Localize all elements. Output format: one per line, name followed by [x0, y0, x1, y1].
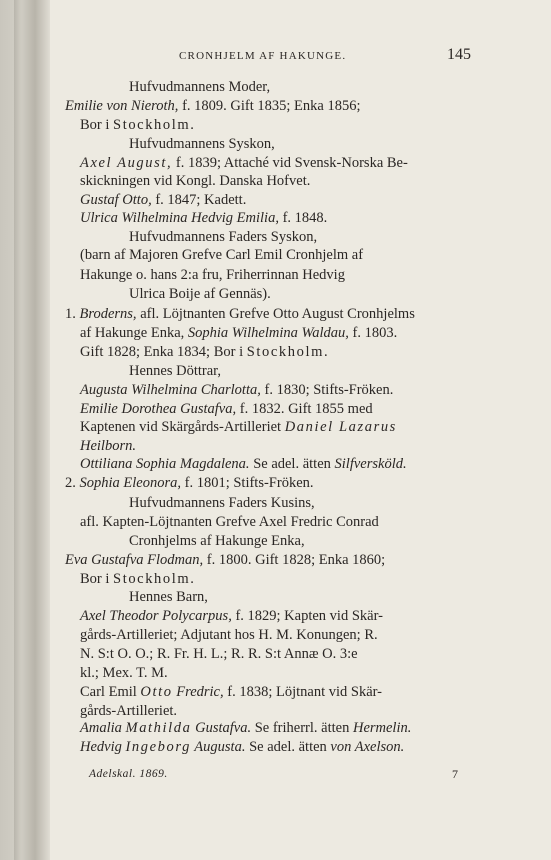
text-segment: f. 1839; Attaché vid Svensk-Norska Be-: [172, 155, 408, 171]
text-segment: Mathilda: [125, 720, 192, 736]
text-line: [80, 455, 407, 474]
text-segment: f. 1830; Stifts-Fröken.: [260, 382, 394, 398]
text-line: [129, 588, 208, 607]
page-number: 145: [447, 46, 471, 63]
text-line: [80, 324, 397, 343]
text-segment: Cronhjelms af Hakunge Enka,: [129, 533, 305, 549]
text-segment: Se adel. ätten: [245, 739, 331, 755]
text-segment: Fredric,: [172, 684, 224, 700]
text-segment: Amalia: [80, 720, 126, 736]
text-segment: f. 1800. Gift 1828; Enka 1860;: [203, 552, 386, 568]
text-segment: afl. Kapten-Löjtnanten Grefve Axel Fredric Conrad: [80, 514, 379, 530]
text-segment: Silfversköld.: [334, 456, 407, 472]
text-line: [129, 362, 221, 381]
text-line: [80, 116, 196, 135]
text-segment: gårds-Artilleriet.: [80, 703, 178, 719]
book-spine: [0, 0, 50, 860]
text-segment: 2.: [65, 475, 80, 491]
text-line: [65, 305, 415, 324]
text-line: [129, 532, 305, 551]
text-segment: 1.: [65, 306, 80, 322]
text-segment: Hufvudmannens Moder,: [129, 79, 271, 95]
text-segment: Bor i: [80, 117, 114, 133]
spine-shadow: [14, 0, 22, 860]
text-segment: Hedvig: [80, 739, 126, 755]
text-line: [129, 494, 315, 513]
text-line: [80, 570, 196, 589]
text-segment: f. 1847; Kadett.: [151, 192, 247, 208]
text-segment: Hufvudmannens Faders Syskon,: [129, 229, 318, 245]
text-segment: Stockholm.: [113, 117, 196, 133]
text-line: [65, 551, 385, 570]
text-line: [80, 400, 373, 419]
text-line: [80, 738, 404, 757]
text-line: [80, 246, 363, 265]
text-segment: Augusta Wilhelmina Charlotta,: [80, 382, 261, 398]
text-line: [80, 664, 168, 683]
text-line: [80, 719, 411, 738]
page-header: [50, 46, 551, 68]
text-segment: Gift 1828; Enka 1834; Bor i: [80, 344, 247, 360]
text-segment: Axel August,: [80, 155, 173, 171]
text-segment: gårds-Artilleriet; Adjutant hos H. M. Konungen; R.: [80, 627, 378, 643]
text-line: [80, 418, 397, 437]
text-line: [80, 209, 327, 228]
text-segment: f. 1829; Kapten vid Skär-: [231, 608, 383, 624]
text-line: [129, 78, 270, 97]
text-segment: skickningen vid Kongl. Danska Hofvet.: [80, 173, 311, 189]
text-line: [129, 285, 271, 304]
text-segment: Emilie Dorothea Gustafva,: [80, 401, 237, 417]
text-line: [80, 437, 136, 456]
text-line: [80, 683, 382, 702]
text-segment: Carl Emil: [80, 684, 141, 700]
text-segment: f. 1848.: [278, 210, 328, 226]
text-line: [80, 266, 345, 285]
footer-sheet-number: 7: [452, 767, 458, 781]
text-segment: Kaptenen vid Skärgårds-Artilleriet: [80, 419, 285, 435]
text-segment: f. 1832. Gift 1855 med: [236, 401, 373, 417]
text-segment: Ulrica Wilhelmina Hedvig Emilia,: [80, 210, 279, 226]
text-segment: Se friherrl. ätten: [251, 720, 353, 736]
text-line: [65, 474, 314, 493]
text-segment: Gustafva.: [191, 720, 252, 736]
text-segment: kl.; Mex. T. M.: [80, 665, 168, 681]
text-segment: Hakunge o. hans 2:a fru, Friherrinnan Hedvig: [80, 267, 345, 283]
text-line: [80, 513, 379, 532]
text-segment: Ingeborg: [125, 739, 191, 755]
text-line: [65, 97, 360, 116]
text-segment: Hennes Barn,: [129, 589, 208, 605]
text-segment: Emilie von Nieroth,: [65, 98, 179, 114]
text-segment: Stockholm.: [113, 571, 196, 587]
text-segment: N. S:t O. O.; R. Fr. H. L.; R. R. S:t Annæ O. 3:e: [80, 646, 358, 662]
text-segment: Hennes Döttrar,: [129, 363, 222, 379]
text-segment: f. 1809. Gift 1835; Enka 1856;: [178, 98, 361, 114]
text-segment: Eva Gustafva Flodman,: [65, 552, 204, 568]
text-segment: Ottiliana Sophia Magdalena.: [80, 456, 250, 472]
text-line: [80, 645, 358, 664]
text-segment: von Axelson.: [330, 739, 405, 755]
text-segment: Bor i: [80, 571, 114, 587]
text-segment: Hufvudmannens Faders Kusins,: [129, 495, 315, 511]
text-segment: (barn af Majoren Grefve Carl Emil Cronhjelm af: [80, 247, 364, 263]
text-segment: Sophia Wilhelmina Waldau,: [187, 325, 349, 341]
text-segment: Stockholm.: [246, 344, 330, 360]
text-segment: Hufvudmannens Syskon,: [129, 136, 275, 152]
text-segment: Gustaf Otto,: [80, 192, 152, 208]
text-line: [80, 381, 393, 400]
text-segment: Daniel Lazarus: [284, 419, 397, 435]
text-segment: Heilborn.: [80, 438, 136, 454]
text-line: [80, 154, 408, 173]
text-segment: Hermelin.: [352, 720, 412, 736]
text-segment: Axel Theodor Polycarpus,: [80, 608, 232, 624]
text-segment: Broderns,: [79, 306, 137, 322]
running-title: CRONHJELM AF HAKUNGE.: [179, 50, 347, 62]
text-segment: af Hakunge Enka,: [80, 325, 188, 341]
text-line: [80, 607, 383, 626]
text-segment: Augusta.: [190, 739, 246, 755]
text-line: [80, 343, 329, 362]
text-segment: afl. Löjtnanten Grefve Otto August Cronhjelms: [136, 306, 415, 322]
text-segment: Ulrica Boije af Gennäs).: [129, 286, 271, 302]
text-segment: f. 1803.: [348, 325, 398, 341]
text-segment: f. 1838; Löjtnant vid Skär-: [223, 684, 383, 700]
text-line: [129, 228, 317, 247]
text-segment: Otto: [140, 684, 173, 700]
text-line: [129, 135, 275, 154]
text-segment: Se adel. ätten: [249, 456, 335, 472]
text-line: [80, 172, 310, 191]
footer-signature: Adelskal. 1869.: [89, 768, 168, 780]
text-segment: f. 1801; Stifts-Fröken.: [181, 475, 314, 491]
text-line: [80, 626, 378, 645]
text-segment: Sophia Eleonora,: [79, 475, 181, 491]
text-line: [80, 191, 246, 210]
